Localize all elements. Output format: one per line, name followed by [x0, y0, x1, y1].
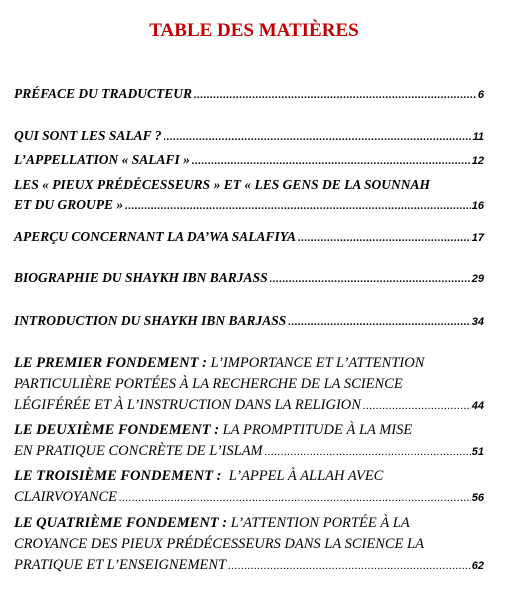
- toc-entry-line: [14, 534, 484, 555]
- dot-leader: [164, 127, 472, 147]
- toc-entry-line: [14, 268, 484, 288]
- toc-entry[interactable]: [14, 175, 484, 215]
- toc-entry[interactable]: [14, 311, 484, 331]
- toc-entry-text: L’APPEL À ALLAH AVEC: [221, 468, 384, 484]
- toc-page-number: 56: [471, 492, 484, 504]
- toc-entry[interactable]: [14, 353, 484, 416]
- toc-entry-line: [14, 487, 484, 508]
- toc-entry-line: [14, 227, 484, 247]
- toc-entry[interactable]: [14, 466, 484, 508]
- dot-leader: [194, 85, 477, 105]
- toc-entry-line: [14, 84, 484, 104]
- toc-entry-text: CROYANCE DES PIEUX PRÉDÉCESSEURS DANS LA SCIENCE LA: [14, 536, 424, 552]
- toc-entry-line: [14, 311, 484, 331]
- toc-entry-text: EN PRATIQUE CONCRÈTE DE L’ISLAM: [14, 443, 263, 459]
- toc-page-number: 6: [477, 89, 484, 101]
- toc-entry-text: ET DU GROUPE »: [14, 197, 124, 212]
- toc-entry[interactable]: [14, 513, 484, 576]
- toc-page-number: 44: [471, 400, 484, 412]
- toc-page-number: 34: [471, 316, 484, 328]
- dot-leader: [298, 228, 471, 248]
- toc-page-number: 51: [471, 446, 484, 458]
- toc-entry-text: PRÉFACE DU TRADUCTEUR: [14, 86, 193, 101]
- toc-entry-text: L’ATTENTION PORTÉE À LA: [227, 515, 410, 531]
- toc-entry-line: [14, 420, 484, 441]
- toc-entry-line: [14, 195, 484, 215]
- toc-entry-line: [14, 466, 484, 487]
- dot-leader: [192, 151, 471, 171]
- dot-leader: [125, 196, 471, 216]
- dot-leader: [228, 556, 471, 577]
- toc-entry-text: CLAIRVOYANCE: [14, 489, 118, 505]
- toc-entry-text: LA PROMPTITUDE À LA MISE: [219, 422, 413, 438]
- toc-entry[interactable]: [14, 420, 484, 462]
- toc-entry-text: APERÇU CONCERNANT LA DA’WA SALAFIYA: [14, 229, 297, 244]
- toc-entry-line: [14, 441, 484, 462]
- toc-entry[interactable]: [14, 150, 484, 170]
- dot-leader: [119, 488, 471, 509]
- toc-page-number: 17: [471, 232, 484, 244]
- toc-entry-text: LÉGIFÉRÉE ET À L’INSTRUCTION DANS LA RELIGION: [14, 397, 361, 413]
- toc-entry-text: INTRODUCTION DU SHAYKH IBN BARJASS: [14, 313, 287, 328]
- toc-entry[interactable]: [14, 268, 484, 288]
- toc-entry-line: [14, 513, 484, 534]
- toc-entry[interactable]: [14, 227, 484, 247]
- toc-page-number: 11: [472, 131, 484, 143]
- toc-entry-line: [14, 555, 484, 576]
- toc-entry-line: [14, 175, 484, 195]
- toc-page-number: 29: [471, 273, 484, 285]
- toc-entry-text: LES « PIEUX PRÉDÉCESSEURS » ET « LES GENS DE LA SOUNNAH: [14, 177, 430, 192]
- toc-entry-heading: LE DEUXIÈME FONDEMENT :: [14, 422, 220, 438]
- dot-leader: [265, 442, 471, 463]
- toc-entry-heading: LE QUATRIÈME FONDEMENT :: [14, 515, 228, 531]
- page-title: TABLE DES MATIÈRES: [149, 20, 359, 41]
- toc-entry[interactable]: [14, 84, 484, 104]
- toc-entry[interactable]: [14, 126, 484, 146]
- toc-entry-text: BIOGRAPHIE DU SHAYKH IBN BARJASS: [14, 270, 268, 285]
- toc-page-number: 12: [471, 155, 484, 167]
- toc-entry-line: [14, 374, 484, 395]
- toc-page-number: 62: [471, 560, 484, 572]
- toc-entry-line: [14, 395, 484, 416]
- dot-leader: [270, 269, 471, 289]
- toc-entry-line: [14, 353, 484, 374]
- toc-entry-text: QUI SONT LES SALAF ?: [14, 128, 162, 143]
- toc-entry-line: [14, 126, 484, 146]
- toc-entry-heading: LE TROISIÈME FONDEMENT :: [14, 468, 222, 484]
- toc-entry-text: L’IMPORTANCE ET L’ATTENTION: [206, 355, 425, 371]
- toc-page-number: 16: [471, 200, 484, 212]
- toc-entry-line: [14, 150, 484, 170]
- dot-leader: [363, 396, 471, 417]
- toc-entry-text: PRATIQUE ET L’ENSEIGNEMENT: [14, 557, 227, 573]
- dot-leader: [288, 312, 470, 332]
- toc-entry-heading: LE PREMIER FONDEMENT :: [14, 355, 207, 371]
- toc-entry-text: PARTICULIÈRE PORTÉES À LA RECHERCHE DE LA SCIENCE: [14, 376, 403, 392]
- toc-entry-text: L’APPELLATION « SALAFI »: [14, 152, 190, 167]
